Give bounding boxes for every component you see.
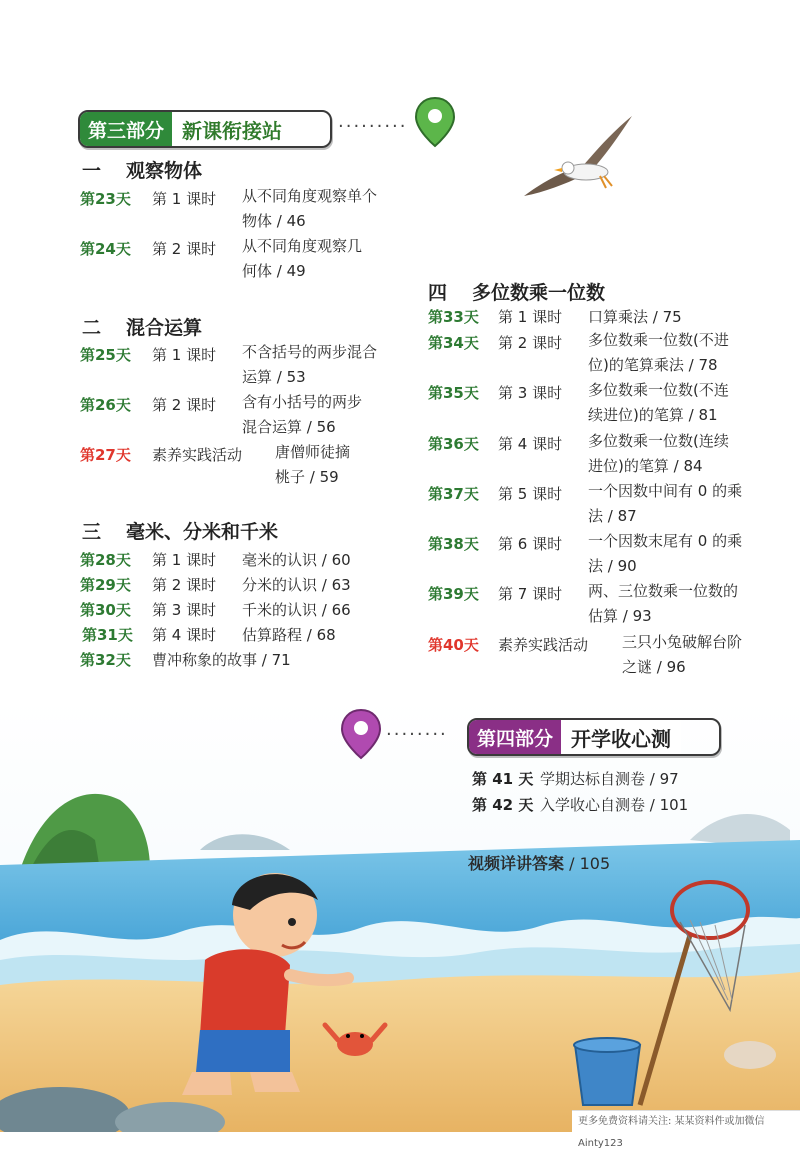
topic-line: 从不同角度观察几 [242,237,363,255]
lesson-label: 第 1 课时 [152,551,217,569]
day-label: 第 42 天 [472,796,534,814]
lesson-label: 第 5 课时 [498,485,563,503]
topic-line: 之谜 / 96 [622,658,686,676]
topic-line: 续进位)的笔算 / 81 [588,406,718,424]
topic-line: 多位数乘一位数(连续 [588,432,729,450]
topic-line: 估算 / 93 [588,607,652,625]
lesson-label: 第 2 课时 [152,396,217,414]
section-name: 观察物体 [126,160,203,182]
day-label: 第26天 [80,396,131,414]
day-label: 第36天 [428,435,479,453]
day-label: 第 41 天 [472,770,534,788]
section-number: 四 [428,282,448,304]
section-title-3 [82,517,278,544]
lesson-label: 第 6 课时 [498,535,563,553]
topic-line: 不含括号的两步混合 [242,343,378,361]
section-title-1 [82,156,202,183]
day-label: 第32天 [80,651,131,669]
topic-line: 含有小括号的两步 [242,393,363,411]
part3-banner [78,110,332,148]
topic-line: 多位数乘一位数(不连 [588,381,729,399]
topic-line: 进位)的笔算 / 84 [588,457,703,475]
day-label: 第39天 [428,585,479,603]
day-label: 第37天 [428,485,479,503]
day-label-activity: 第27天 [80,446,131,464]
answers-entry [468,851,610,874]
topic-line: 混合运算 / 56 [242,418,336,436]
lesson-label: 第 4 课时 [498,435,563,453]
day-label: 第31天 [82,626,133,644]
lesson-label: 第 1 课时 [498,308,563,326]
answers-page: / 105 [564,854,611,873]
section-name: 混合运算 [126,317,203,339]
part3-dots: ········· [338,116,408,137]
topic-line: 桃子 / 59 [275,468,339,486]
topic-line: 毫米的认识 / 60 [242,551,351,569]
topic-line: 运算 / 53 [242,368,306,386]
section-name: 多位数乘一位数 [472,282,606,304]
topic-line: 两、三位数乘一位数的 [588,582,739,600]
lesson-label: 第 2 课时 [498,334,563,352]
lesson-label: 第 7 课时 [498,585,563,603]
day-label-activity: 第40天 [428,636,479,654]
lesson-label: 素养实践活动 [498,636,589,654]
part3-name: 新课衔接站 [172,112,292,146]
topic-line: 千米的认识 / 66 [242,601,351,619]
topic-line: 三只小兔破解台阶 [622,633,743,651]
seagull-illustration [520,112,640,202]
part4-banner [467,718,721,756]
topic-line: 位)的笔算乘法 / 78 [588,356,718,374]
topic-line: 法 / 87 [588,507,637,525]
section-number: 三 [82,521,102,543]
day-label: 第29天 [80,576,131,594]
topic-line: 一个因数末尾有 0 的乘 [588,532,743,550]
lesson-label: 曹冲称象的故事 / 71 [152,651,291,669]
lesson-label: 第 2 课时 [152,240,217,258]
topic-line: 学期达标自测卷 / 97 [540,770,679,788]
day-label: 第24天 [80,240,131,258]
section-name: 毫米、分米和千米 [126,521,279,543]
day-label: 第25天 [80,346,131,364]
part4-dots: ········ [386,724,448,745]
day-label: 第34天 [428,334,479,352]
section-number: 二 [82,317,102,339]
section-title-2 [82,313,202,340]
part3-tag: 第三部分 [80,112,172,146]
topic-line: 口算乘法 / 75 [588,308,682,326]
lesson-label: 第 2 课时 [152,576,217,594]
topic-line: 法 / 90 [588,557,637,575]
lesson-label: 第 1 课时 [152,190,217,208]
part4-name: 开学收心测 [561,720,681,754]
lesson-label: 第 4 课时 [152,626,217,644]
topic-line: 估算路程 / 68 [242,626,336,644]
day-label: 第30天 [80,601,131,619]
topic-line: 何体 / 49 [242,262,306,280]
day-label: 第35天 [428,384,479,402]
location-pin-icon [412,96,458,148]
day-label: 第23天 [80,190,131,208]
topic-line: 分米的认识 / 63 [242,576,351,594]
section-title-4 [428,278,605,305]
day-label: 第38天 [428,535,479,553]
section-number: 一 [82,160,102,182]
beach-illustration [0,700,800,1132]
lesson-label: 第 1 课时 [152,346,217,364]
footer-note: 更多免费资料请关注: 某某资料件或加微信 Ainty123 [572,1110,800,1132]
part4-tag: 第四部分 [469,720,561,754]
answers-label: 视频详讲答案 [468,854,565,873]
topic-line: 入学收心自测卷 / 101 [540,796,689,814]
lesson-label: 第 3 课时 [152,601,217,619]
location-pin-icon [338,708,384,760]
topic-line: 多位数乘一位数(不进 [588,331,729,349]
topic-line: 唐僧师徒摘 [275,443,351,461]
topic-line: 物体 / 46 [242,212,306,230]
topic-line: 从不同角度观察单个 [242,187,378,205]
day-label: 第28天 [80,551,131,569]
lesson-label: 第 3 课时 [498,384,563,402]
topic-line: 一个因数中间有 0 的乘 [588,482,743,500]
day-label: 第33天 [428,308,479,326]
lesson-label: 素养实践活动 [152,446,243,464]
